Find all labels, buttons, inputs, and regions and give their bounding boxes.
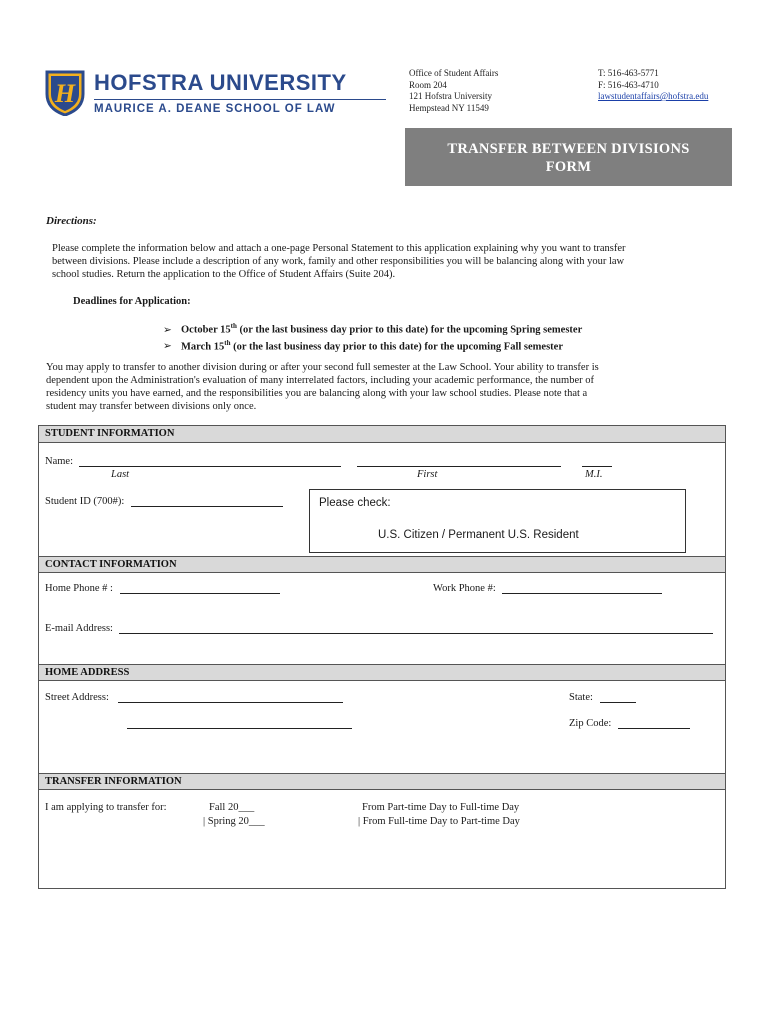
office-name: Office of Student Affairs [409,68,499,78]
middle-initial-field[interactable] [582,456,612,467]
office-city: Hempstead NY 11549 [409,102,489,113]
directions-text [52,242,626,281]
work-phone-field[interactable] [502,583,662,594]
policy-line-1: You may apply to transfer to another division during or after your second full semester at the Law School. Your ability to transfer is [46,362,599,373]
part-to-full-option[interactable]: From Part-time Day to Full-time Day [362,802,520,813]
home-phone-row [45,583,280,594]
student-id-label: Student ID (700#): [45,496,125,507]
first-name-field[interactable] [357,456,561,467]
directions-line-2: between divisions. Please include a description of any work, family and other responsibilities you will be balancing along with your law [52,256,625,267]
form-title-line2: FORM [545,159,592,175]
email-row [45,623,713,634]
deadline-item [163,337,582,354]
student-id-row [45,496,283,507]
form-title-box [405,128,732,186]
zip-field[interactable] [618,718,690,729]
deadline-2-date: March 15 [181,341,225,352]
directions-line-3: school studies. Return the application to the Office of Student Affairs (Suite 204). [52,269,396,280]
bullet-arrow-icon: ➢ [163,324,172,336]
policy-text [46,361,599,413]
citizenship-check-box [309,489,686,553]
email-field[interactable] [119,623,713,634]
mi-caption: M.I. [585,469,603,480]
email-label: E-mail Address: [45,623,113,634]
hofstra-logo [44,68,356,120]
office-street: 121 Hofstra University [409,91,492,101]
university-name: HOFSTRA UNIVERSITY [94,70,347,95]
deadline-list [163,320,582,353]
home-phone-field[interactable] [120,583,280,594]
please-check-label: Please check: [319,497,391,509]
office-fax: F: 516-463-4710 [598,79,659,90]
directions-label: Directions: [46,215,97,227]
office-email-link[interactable]: lawstudentaffairs@hofstra.edu [598,91,709,101]
section-header-student: STUDENT INFORMATION [39,426,725,443]
full-to-part-option[interactable]: | From Full-time Day to Part-time Day [358,816,520,827]
deadline-1-date: October 15 [181,324,231,336]
section-header-contact: CONTACT INFORMATION [39,556,725,573]
application-form [38,425,726,889]
bullet-arrow-icon: ➢ [163,341,172,352]
policy-line-3: residency units you have earned, and the responsibilities you are balancing along with your law school studies. Please note that a [46,388,588,399]
state-row [569,692,636,703]
work-phone-label: Work Phone #: [433,583,496,594]
shield-letter: H [54,79,76,108]
directions-line-1: Please complete the information below and attach a one-page Personal Statement to this application explaining why you want to transfer [52,243,626,254]
hofstra-shield-icon [44,70,86,116]
state-field[interactable] [600,692,636,703]
policy-line-2: dependent upon the Administration's evaluation of many interrelated factors, including your academic performance, the number of [46,375,594,386]
street-row-2 [127,718,352,729]
zip-label: Zip Code: [569,718,612,729]
policy-line-4: student may transfer between divisions only once. [46,401,257,412]
citizenship-option[interactable]: U.S. Citizen / Permanent U.S. Resident [378,529,579,541]
last-caption: Last [111,469,130,480]
deadline-2-suffix: th [224,338,231,347]
office-address [409,68,498,114]
applying-label: I am applying to transfer for: [45,802,167,813]
spring-option[interactable]: | Spring 20___ [203,816,265,827]
street-label: Street Address: [45,692,109,703]
office-contact [598,68,708,103]
street-field-1[interactable] [118,692,343,703]
form-title-line1: TRANSFER BETWEEN DIVISIONS [447,141,690,157]
first-caption: First [417,469,438,480]
deadline-1-suffix: th [230,322,237,330]
section-header-home: HOME ADDRESS [39,664,725,681]
name-row [45,456,612,467]
state-label: State: [569,692,593,703]
section-header-transfer: TRANSFER INFORMATION [39,773,725,790]
work-phone-row [433,583,662,594]
law-school-name: MAURICE A. DEANE SCHOOL OF LAW [94,103,336,115]
last-name-field[interactable] [79,456,341,467]
deadline-2-text: (or the last business day prior to this date) for the upcoming Fall semester [230,341,563,352]
zip-row [569,718,690,729]
street-field-2[interactable] [127,718,352,729]
fall-option[interactable]: Fall 20___ [209,802,255,813]
office-phone: T: 516-463-5771 [598,68,659,78]
deadline-1-text: (or the last business day prior to this date) for the upcoming Spring semester [236,324,583,336]
street-row [45,692,343,703]
office-room: Room 204 [409,79,447,90]
home-phone-label: Home Phone # : [45,583,113,594]
name-label: Name: [45,456,73,467]
deadline-item [163,320,582,337]
deadlines-label: Deadlines for Application: [73,296,191,307]
logo-divider [94,99,386,100]
student-id-field[interactable] [131,496,283,507]
